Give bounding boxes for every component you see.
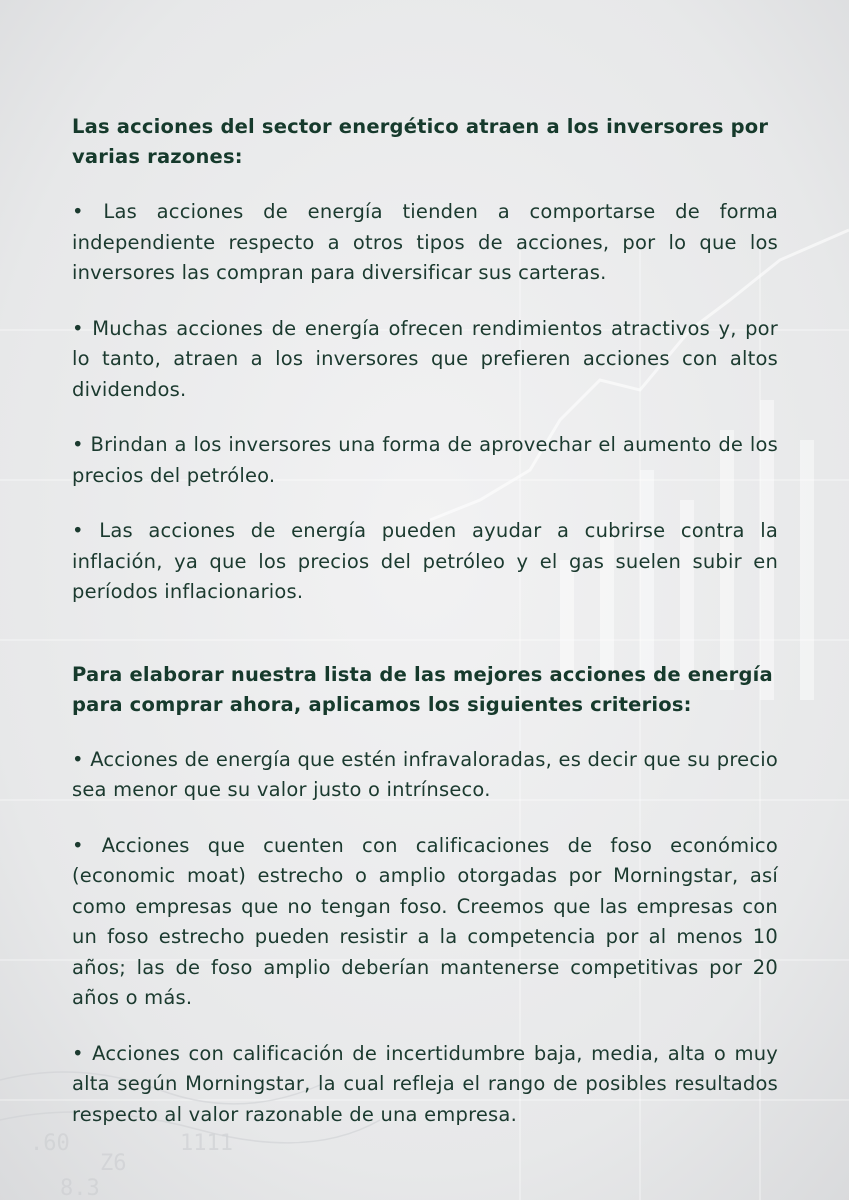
section2-heading: Para elaborar nuestra lista de las mejores acciones de energía para comprar ahora, aplicamos los siguientes criterios:	[72, 662, 773, 716]
bullet-icon: •	[72, 200, 84, 223]
section2-bullet-1	[72, 745, 778, 806]
bullet-icon: •	[72, 747, 84, 771]
bullet-text: Las acciones de energía tienden a comportarse de forma independiente respecto a otros tipos de acciones, por lo que los inversores las compran para diversificar sus carteras.	[72, 200, 778, 284]
bullet-text: Muchas acciones de energía ofrecen rendimientos atractivos y, por lo tanto, atraen a los inversores que prefieren acciones con altos dividendos.	[72, 316, 779, 401]
bullet-text: Acciones con calificación de incertidumbre baja, media, alta o muy alta según Morningstar, la cual refleja el rango de posibles resultados respecto al valor razonable de una empresa.	[72, 1041, 778, 1126]
bullet-text: Brindan a los inversores una forma de aprovechar el aumento de los precios del petróleo.	[72, 433, 778, 487]
document-body	[72, 112, 778, 1130]
section1-bullet-3	[72, 430, 778, 491]
bullet-text: Acciones que cuenten con calificaciones de foso económico (economic moat) estrecho o amplio otorgadas por Morningstar, así como empresas que no tengan foso. Creemos que las empresas con un foso estrecho pueden resistir a la competencia por al menos 10 años; las de foso amplio deberían mantenerse competitivas por 20 años o más.	[72, 833, 778, 1009]
bullet-icon: •	[72, 316, 84, 340]
svg-text:8.3: 8.3	[60, 1176, 100, 1200]
section1-bullet-4	[72, 516, 778, 608]
svg-text:.60: .60	[30, 1131, 70, 1156]
section2-bullet-2	[72, 831, 778, 1014]
bullet-icon: •	[72, 833, 84, 857]
section2-bullet-3	[72, 1039, 778, 1131]
bullet-text: Acciones de energía que estén infravaloradas, es decir que su precio sea menor que su valor justo o intrínseco.	[72, 747, 778, 801]
svg-text:Z6: Z6	[100, 1151, 127, 1176]
bullet-icon: •	[72, 1041, 84, 1065]
bullet-text: Las acciones de energía pueden ayudar a cubrirse contra la inflación, ya que los precios del petróleo y el gas suelen subir en períodos inflacionarios.	[72, 519, 778, 603]
svg-text:1111: 1111	[180, 1131, 233, 1156]
bullet-icon: •	[72, 433, 84, 456]
section1-heading: Las acciones del sector energético atraen a los inversores por varias razones:	[72, 115, 769, 168]
section1-bullet-2	[72, 314, 778, 406]
section1-bullet-1	[72, 197, 778, 289]
bullet-icon: •	[72, 519, 84, 542]
